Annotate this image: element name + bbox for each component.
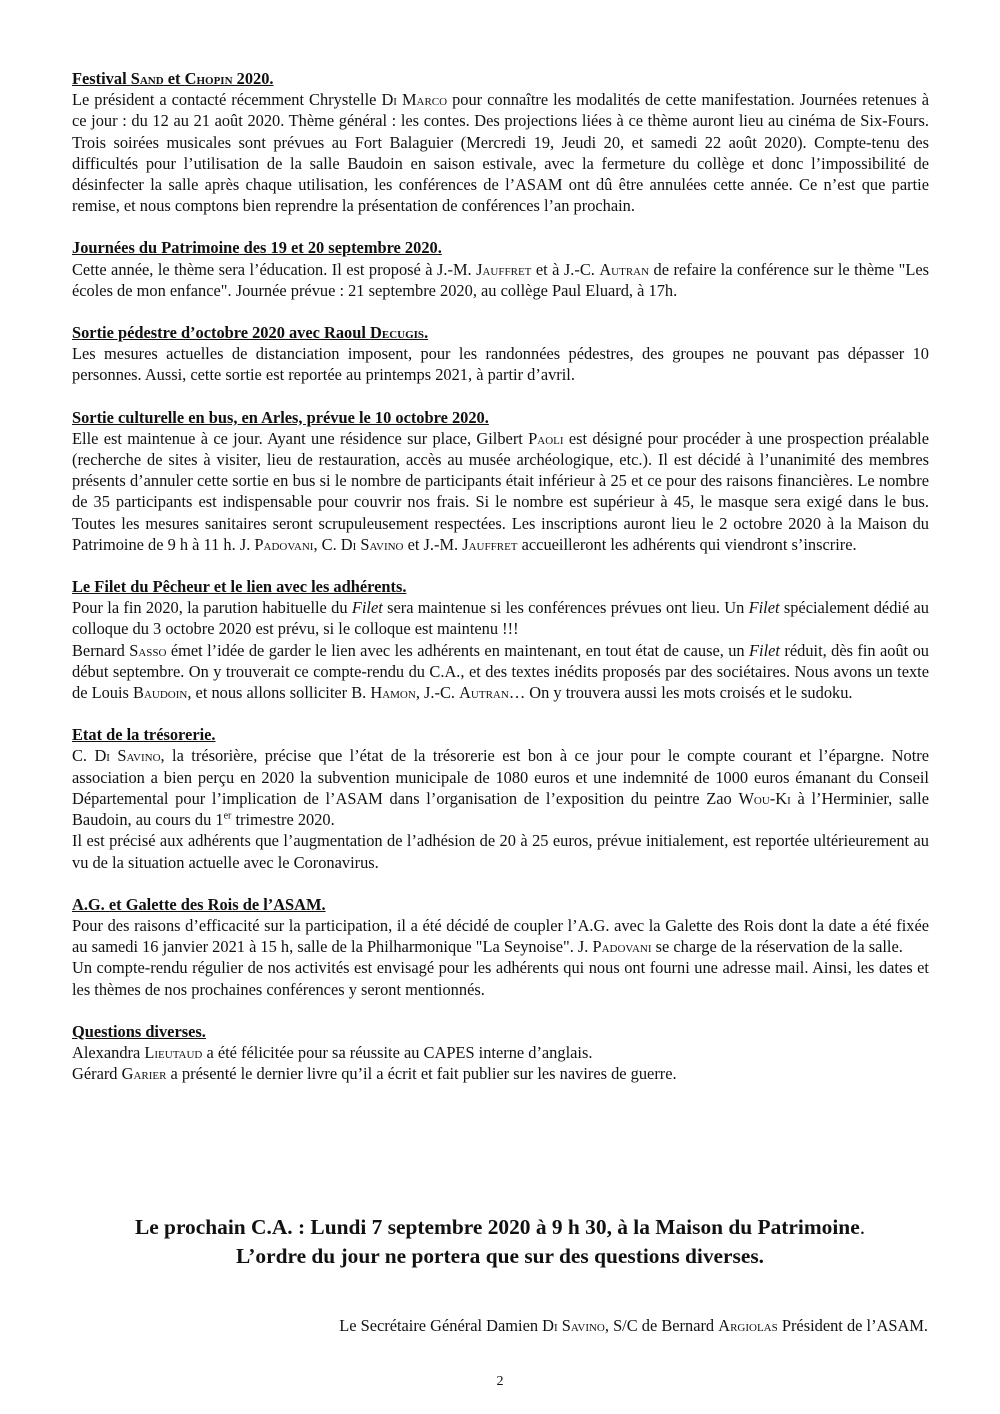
text-run: . [424,323,429,343]
text-run: Journées du Patrimoine des 19 et 20 septembre 2020. [72,238,442,258]
text-run: réduit, dès fin août ou début septembre. On y trouverait ce compte-rendu du C.A., et des textes inédits proposés par des sociétaires. Nous avons un texte de Louis [72,640,930,703]
section-paragraph [72,597,929,639]
person-name: Jauffret [462,534,518,554]
text-run: Alexandra [72,1042,145,1062]
text-run: Gérard [72,1064,122,1084]
text-run: Le président a contacté récemment Chrystelle [72,90,382,110]
announcement-line-2: L’ordre du jour ne portera que sur des questions diverses. [235,1244,765,1268]
person-name: Di Savino [94,746,161,766]
text-run: sera maintenue si les conférences prévues ont lieu. Un [382,598,749,618]
person-name: Autran [599,259,650,279]
text-run: a présenté le dernier livre qu’il a écrit et fait publier sur les navires de guerre. [166,1064,677,1084]
text-run: Sortie culturelle en bus, en Arles, prévue le 10 octobre 2020. [72,407,489,427]
person-name: Sand [130,69,164,88]
text-run: spécialement dédié au colloque du 3 octobre 2020 est prévu, si le colloque est maintenu !!! [72,598,929,639]
text-run: 2020. [232,69,274,88]
person-name: Jauffret [476,259,532,279]
text-run: Bernard [72,640,130,660]
text-run: Festival [72,69,131,88]
person-name: Lieutaud [144,1042,203,1062]
text-run: et à J.-C. [531,259,600,279]
section [72,894,929,1000]
text-run: Il est précisé aux adhérents que l’augmentation de l’adhésion de 20 à 25 euros, prévue initialement, est reportée ultérieurement au vu de la situation actuelle avec le Coronavirus. [72,831,929,872]
text-run: Pour la fin 2020, la parution habituelle du [72,598,352,618]
section-paragraph [72,745,929,830]
page-number: 2 [496,1374,504,1389]
text-run: Elle est maintenue à ce jour. Ayant une résidence sur place, Gilbert [72,428,529,448]
text-run: Le Filet du Pêcheur et le lien avec les adhérents. [72,577,407,597]
text-run: de refaire la conférence sur le thème "Les écoles de mon enfance". Journée prévue : 21 septembre 2020, au collège Paul Eluard, à 17h. [72,259,929,300]
text-run: Cette année, le thème sera l’éducation. Il est proposé à J.-M. [72,259,477,279]
person-name: Di Marco [381,90,448,110]
text-run: accueilleront les adhérents qui viendront s’inscrire. [517,534,857,554]
person-name: Di Savino [542,1316,605,1335]
text-run: et J.-M. [403,534,463,554]
section [72,724,929,872]
person-name: Chopin [184,69,233,88]
section-paragraph [72,1042,929,1063]
person-name: Di Savino [340,534,404,554]
section [72,1021,929,1085]
person-name: Padovani [254,534,314,554]
text-run: trimestre 2020. [231,810,335,830]
section-paragraph [72,259,929,301]
section-paragraph [72,640,929,704]
text-run: pour connaître les modalités de cette manifestation. Journées retenues à ce jour : du 12 au 21 août 2020. Thème général : les contes. Des projections liées à ce thème auront lieu au cinéma de Six-Fours. Trois soirées musicales sont prévues au Fort Balaguier (Mercredi 19, Jeudi 20, et samedi 22 août 2020). Compte-tenu des difficultés pour l’utilisation de la salle Baudoin en saison estivale, avec la fermeture du collège et donc l’impossibilité de désinfecter la salle après chaque utilisation, les conférences de l’ASAM ont dû être annulées cette année. Ce n’est que partie remise, et nous comptons bien reprendre la présentation de conférences l’an prochain. [72,90,929,216]
section-heading [72,68,929,89]
section [72,407,929,555]
person-name: Garier [121,1064,167,1084]
person-name: Argiolas [718,1316,778,1335]
italic-title: Filet [749,640,780,660]
section [72,576,929,703]
text-run: et [163,69,185,88]
text-run: Les mesures actuelles de distanciation imposent, pour les randonnées pédestres, des groupes ne pouvant pas dépasser 10 personnes. Aussi, cette sortie est reportée au printemps 2021, à partir d’avril. [72,344,929,385]
section-heading [72,724,929,745]
text-run: , et nous allons solliciter B. [187,683,371,703]
text-run: Etat de la trésorerie. [72,725,216,745]
text-run: … On y trouvera aussi les mots croisés et le sudoku. [508,683,853,703]
section-paragraph [72,957,929,999]
section-paragraph [72,428,929,555]
text-run: , J.-C. [415,683,460,703]
text-run: émet l’idée de garder le lien avec les adhérents en maintenant, en tout état de cause, un [166,640,750,660]
text-run: , C. [313,534,341,554]
person-name: Paoli [528,428,564,448]
text-run: Président de l’ASAM. [777,1316,928,1335]
person-name: Baudoin [133,683,188,703]
superscript: er [223,810,232,822]
italic-title: Filet [748,598,780,618]
section-heading [72,894,929,915]
section [72,237,929,301]
text-run: à l’Herminier, salle Baudoin, au cours du 1 [72,788,930,830]
section-paragraph [72,830,929,872]
text-run: C. [72,746,95,766]
signature-line [339,1316,928,1336]
text-run: a été félicitée pour sa réussite au CAPES interne d’anglais. [202,1042,593,1062]
next-meeting-announcement [0,1213,1000,1271]
section-heading [72,237,929,258]
text-run: Un compte-rendu régulier de nos activités est envisagé pour les adhérents qui nous ont fourni une adresse mail. Ainsi, les dates et les thèmes de nos prochaines conférences y seront mentionnés. [72,958,929,999]
section-paragraph [72,1063,929,1084]
section-heading [72,576,929,597]
person-name: Autran [459,683,509,703]
text-run: Questions diverses. [72,1021,206,1041]
document-body [72,68,929,1105]
person-name: Sasso [129,640,167,660]
text-run: est désigné pour procéder à une prospection préalable (recherche de sites à visiter, lieu de restauration, accès au musée archéologique, etc.). Il est décidé à l’unanimité des membres présents d’annuler cette sortie en bus si le nombre de participants était inférieur à 25 et ce pour des raisons financières. Le nombre de 35 participants est indispensable pour couvrir nos frais. Si le nombre est supérieur à 45, le masque sera exigé dans le bus. Toutes les mesures sanitaires seront scrupuleusement respectées. Les inscriptions auront lieu le 2 octobre 2020 à la Maison du Patrimoine de 9 h à 11 h. J. [72,428,929,554]
italic-title: Filet [351,598,383,618]
person-name: Padovani [592,937,652,957]
text-run: A.G. et Galette des Rois de l’ASAM. [72,894,326,914]
text-run: , S/C de Bernard [604,1316,719,1335]
section-paragraph [72,89,929,216]
announcement-line-1: Le prochain C.A. : Lundi 7 septembre 2020 à 9 h 30, à la Maison du Patrimoine. [134,1215,866,1239]
text-run: , la trésorière, précise que l’état de la trésorerie est bon à ce jour pour le compte courant et l’épargne. Notre association a bien perçu en 2020 la subvention municipale de 1080 euros et une indemnité de 1000 euros émanant du Conseil Départemental pour l’implication de l’ASAM dans l’organisation de l’exposition du peintre Zao [72,746,929,808]
section-paragraph [72,915,929,957]
section-heading [72,407,929,428]
section-heading [72,322,929,343]
text-run: Sortie pédestre d’octobre 2020 avec Raoul [72,323,371,343]
text-run: se charge de la réservation de la salle. [651,937,903,957]
section [72,322,929,386]
section [72,68,929,216]
section-heading [72,1021,929,1042]
text-run: Pour des raisons d’efficacité sur la participation, il a été décidé de coupler l’A.G. avec la Galette des Rois dont la date a été fixée au samedi 16 janvier 2021 à 15 h, salle de la Philharmonique "La Seynoise". J. [72,915,929,957]
person-name: Decugis [370,323,425,343]
text-run: Le Secrétaire Général Damien [339,1316,543,1335]
person-name: Hamon [370,683,416,703]
section-paragraph [72,343,929,385]
person-name: Wou-Ki [738,788,791,808]
